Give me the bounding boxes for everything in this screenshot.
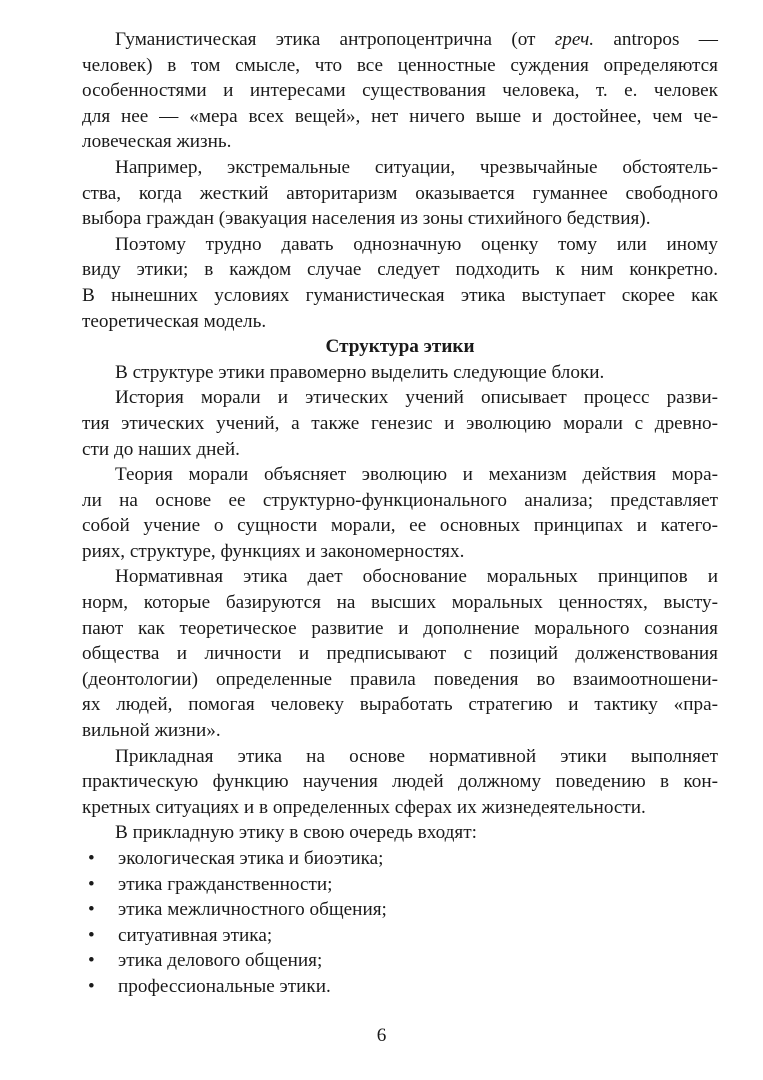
paragraph-line: История морали и этических учений описывает процесс разви- (115, 387, 718, 409)
paragraph-line: Например, экстремальные ситуации, чрезвычайные обстоятель- (115, 156, 718, 178)
list-item-text: профессиональные этики. (118, 975, 331, 997)
paragraph-line: собой учение о сущности морали, ее основных принципах и катего- (82, 515, 718, 537)
list-item (82, 974, 718, 1000)
list-item (82, 923, 718, 949)
paragraph-line: для нее — «мера всех вещей», нет ничего выше и достойнее, чем че- (82, 105, 718, 127)
paragraph-line: пают как теоретическое развитие и дополнение морального сознания (82, 617, 718, 639)
paragraph-line: практическую функцию научения людей должному поведению в кон- (82, 771, 718, 793)
paragraph-line: норм, которые базируются на высших моральных ценностях, высту- (82, 592, 718, 614)
bullet-icon: • (88, 975, 95, 997)
paragraph-line: В нынешних условиях гуманистическая этика выступает скорее как (82, 284, 718, 306)
list-item (82, 948, 718, 974)
paragraph-line: Нормативная этика дает обоснование моральных принципов и (115, 566, 718, 588)
list-item-text: этика гражданственности; (118, 873, 333, 895)
intro-paragraphs (82, 53, 718, 335)
paragraph-line: ства, когда жесткий авторитаризм оказывается гуманнее свободного (82, 182, 718, 204)
list-item-text: ситуативная этика; (118, 924, 273, 946)
paragraph-line: вильной жизни». (82, 720, 221, 742)
bullet-icon: • (88, 899, 95, 921)
paragraph-line: Прикладная этика на основе нормативной этики выполняет (115, 745, 718, 767)
paragraph-line: ях людей, помогая человеку выработать стратегию и тактику «пра- (82, 694, 718, 716)
text: Гуманистическая этика антропоцентрична (от (115, 29, 555, 50)
paragraph-line: ловеческая жизнь. (82, 131, 232, 153)
section-heading: Структура этики (325, 336, 475, 358)
page-number: 6 (376, 1025, 387, 1046)
paragraph-line: особенностями и интересами существования человека, т. е. человек (82, 80, 718, 102)
paragraph-line: тия этических учений, а также генезис и эволюцию морали с древно- (82, 412, 718, 434)
paragraph-line: Теория морали объясняет эволюцию и механизм действия мора- (115, 464, 718, 486)
bullet-icon: • (88, 924, 95, 946)
list-item-text: этика межличностного общения; (118, 899, 387, 921)
paragraph-line: теоретическая модель. (82, 310, 267, 332)
paragraph-line: Поэтому трудно давать однозначную оценку тому или иному (115, 233, 718, 255)
paragraph-line: ли на основе ее структурно-функционального анализа; представляет (82, 489, 718, 511)
paragraph-line: В структуре этики правомерно выделить следующие блоки. (115, 361, 605, 383)
italic-text: греч. (554, 29, 595, 50)
bullet-icon: • (88, 873, 95, 895)
paragraph-line (82, 27, 718, 53)
bullet-icon: • (88, 848, 95, 869)
paragraph-line: риях, структуре, функциях и закономерностях. (82, 540, 465, 562)
paragraph-line: В прикладную этику в свою очередь входят: (115, 822, 477, 844)
paragraph-line: общества и личности и предписывают с позиций долженствования (82, 643, 718, 665)
paragraph-line: сти до наших дней. (82, 438, 240, 460)
section-paragraphs (82, 360, 718, 846)
bullet-icon: • (88, 950, 95, 972)
paragraph-line: кретных ситуациях и в определенных сферах их жизнедеятельности. (82, 796, 646, 818)
text: antropos — (594, 29, 718, 50)
paragraph-line: виду этики; в каждом случае следует подходить к ним конкретно. (82, 259, 718, 281)
page-body (82, 27, 718, 1000)
list-item (82, 846, 718, 872)
list-item-text: этика делового общения; (118, 950, 323, 972)
paragraph-line: (деонтологии) определенные правила поведения во взаимоотношени- (82, 668, 718, 690)
list-item-text: экологическая этика и биоэтика; (118, 848, 384, 869)
paragraph-line: человек) в том смысле, что все ценностные суждения определяются (82, 54, 718, 76)
list-item (82, 897, 718, 923)
list-item (82, 872, 718, 898)
bullet-list (82, 846, 718, 1000)
paragraph-line: выбора граждан (эвакуация населения из зоны стихийного бедствия). (82, 208, 651, 230)
